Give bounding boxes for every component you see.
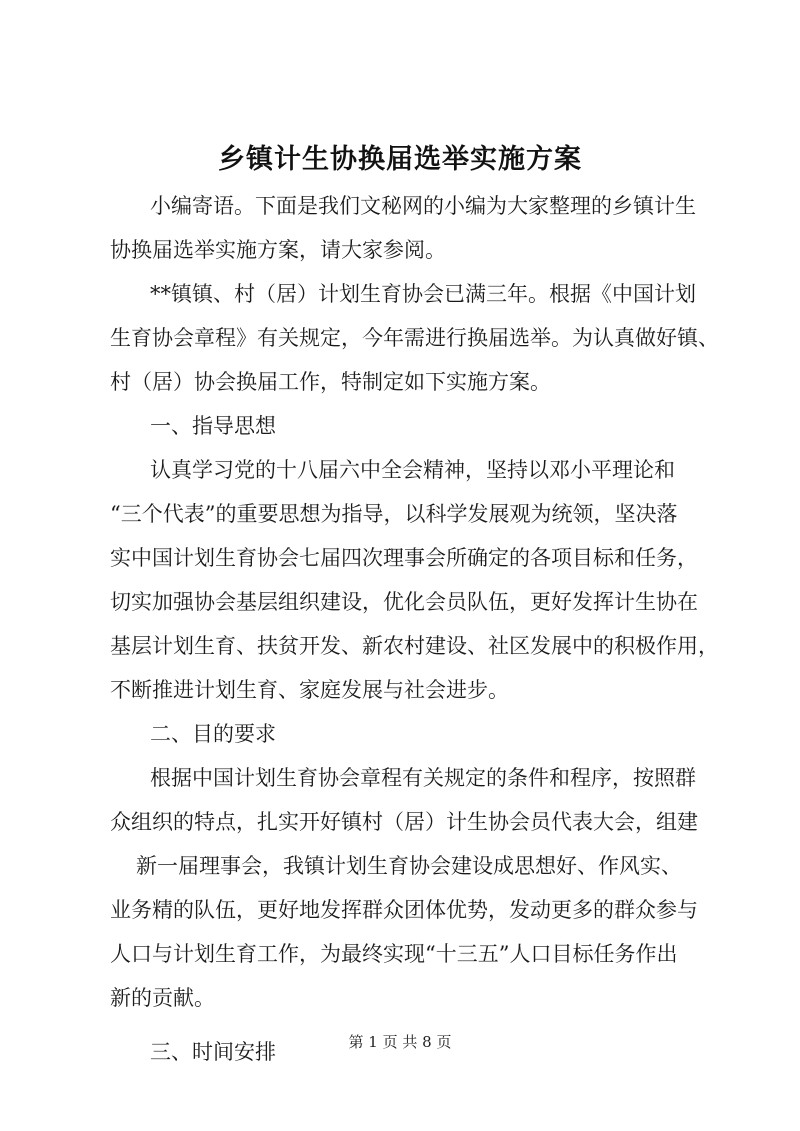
section-heading: 二、目的要求 [150,722,276,746]
paragraph-line: 不断推进计划生育、家庭发展与社会进步。 [110,678,509,702]
section-heading: 一、指导思想 [150,414,276,438]
paragraph-line: 实中国计划生育协会七届四次理事会所确定的各项目标和任务， [110,546,698,570]
paragraph-line: “三个代表”的重要思想为指导，以科学发展观为统领，坚决落 [110,502,678,526]
paragraph-line: 认真学习党的十八届六中全会精神，坚持以邓小平理论和 [150,458,675,482]
paragraph-line: 生育协会章程》有关规定，今年需进行换届选举。为认真做好镇、 [110,326,719,350]
paragraph-line: 业务精的队伍，更好地发挥群众团体优势，发动更多的群众参与 [110,898,698,922]
paragraph-line: 小编寄语。下面是我们文秘网的小编为大家整理的乡镇计生 [150,194,696,218]
paragraph-line: 基层计划生育、扶贫开发、新农村建设、社区发展中的积极作用， [110,634,719,658]
paragraph-line: 人口与计划生育工作，为最终实现“十三五”人口目标任务作出 [110,942,678,966]
paragraph-line: 根据中国计划生育协会章程有关规定的条件和程序，按照群 [150,766,696,790]
document-body [110,184,719,1074]
document-title: 乡镇计生协换届选举实施方案 [218,144,582,175]
paragraph-line: **镇镇、村（居）计划生育协会已满三年。根据《中国计划 [150,282,696,306]
paragraph-line: 新一届理事会，我镇计划生育协会建设成思想好、作风实、 [136,854,682,878]
page-footer: 第 1 页 共 8 页 [348,1033,452,1051]
section-heading: 三、时间安排 [150,1040,276,1064]
paragraph-line: 切实加强协会基层组织建设，优化会员队伍，更好发挥计生协在 [110,590,698,614]
paragraph-line: 协换届选举实施方案，请大家参阅。 [110,238,446,262]
paragraph-line: 村（居）协会换届工作，特制定如下实施方案。 [110,370,551,394]
paragraph-line: 众组织的特点，扎实开好镇村（居）计生协会员代表大会，组建 [110,810,698,834]
paragraph-line: 新的贡献。 [110,986,215,1010]
